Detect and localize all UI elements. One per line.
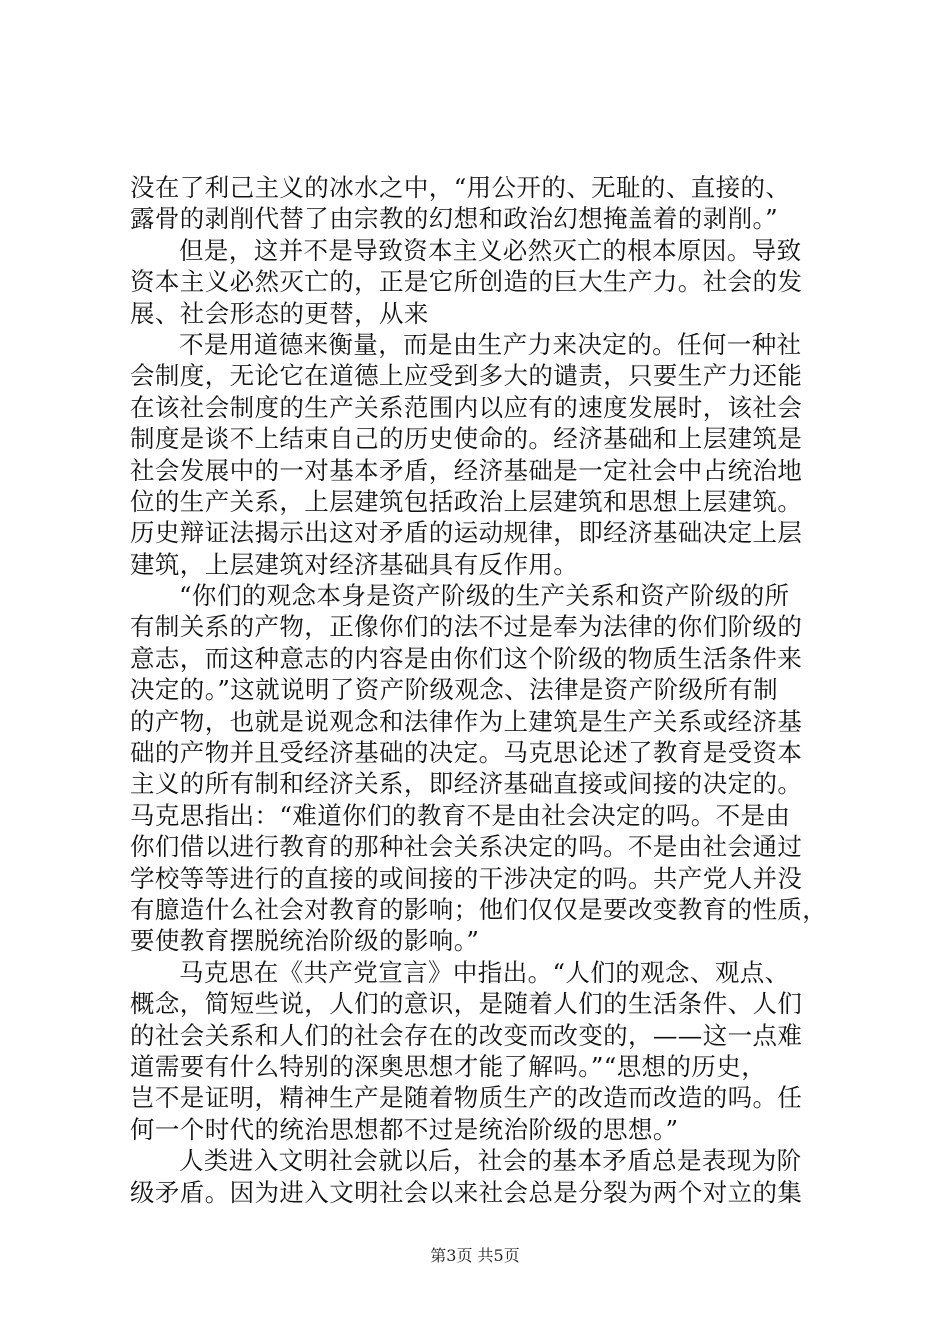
- text-line: 不是用道德来衡量，而是由生产力来决定的。任何一种社: [179, 329, 802, 359]
- text-line: 人类进入文明社会就以后，社会的基本矛盾总是表现为阶: [179, 1146, 802, 1176]
- text-line: 决定的。”这就说明了资产阶级观念、法律是资产阶级所有制: [130, 675, 779, 705]
- text-line: 没在了利己主义的冰水之中，“用公开的、无耻的、直接的、: [130, 173, 791, 202]
- text-line: 概念，简短些说，人们的意识，是随着人们的生活条件、人们: [130, 989, 803, 1019]
- text-line: 会制度，无论它在道德上应受到多大的谴责，只要生产力还能: [130, 361, 803, 391]
- body-text: [130, 172, 830, 1208]
- text-line: 但是，这并不是导致资本主义必然灭亡的根本原因。导致: [179, 235, 802, 265]
- text-line: 主义的所有制和经济关系，即经济基础直接或间接的决定的。: [130, 769, 803, 799]
- text-line: 的社会关系和人们的社会存在的改变而改变的，——这一点难: [130, 1020, 803, 1050]
- text-line: 有制关系的产物，正像你们的法不过是奉为法律的你们阶级的: [130, 612, 803, 642]
- text-line: 马克思在《共产党宣言》中指出。“人们的观念、观点、: [179, 957, 790, 987]
- text-line: 在该社会制度的生产关系范围内以应有的速度发展时，该社会: [130, 392, 803, 422]
- text-line: 资本主义必然灭亡的，正是它所创造的巨大生产力。社会的发: [130, 267, 803, 297]
- text-line: 道需要有什么特别的深奥思想才能了解吗。”“思想的历史，: [130, 1051, 767, 1081]
- text-line: 展、社会形态的更替，从来: [130, 298, 429, 328]
- page-footer: 第3页 共5页: [430, 1246, 520, 1265]
- text-line: “你们的观念本身是资产阶级的生产关系和资产阶级的所: [179, 581, 790, 611]
- text-line: 位的生产关系，上层建筑包括政治上层建筑和思想上层建筑。: [130, 486, 803, 516]
- text-line: 岂不是证明，精神生产是随着物质生产的改造而改造的吗。任: [130, 1083, 803, 1113]
- text-line: 社会发展中的一对基本矛盾，经济基础是一定社会中占统治地: [130, 455, 803, 485]
- text-line: 的产物，也就是说观念和法律作为上建筑是生产关系或经济基: [130, 706, 803, 736]
- text-line: 历史辩证法揭示出这对矛盾的运动规律，即经济基础决定上层: [130, 518, 803, 548]
- text-line: 马克思指出：“难道你们的教育不是由社会决定的吗。不是由: [130, 800, 791, 830]
- text-line: 础的产物并且受经济基础的决定。马克思论述了教育是受资本: [130, 738, 803, 768]
- text-line: 级矛盾。因为进入文明社会以来社会总是分裂为两个对立的集: [130, 1177, 803, 1207]
- text-line: 何一个时代的统治思想都不过是统治阶级的思想。”: [130, 1114, 679, 1144]
- text-line: 制度是谈不上结束自己的历史使命的。经济基础和上层建筑是: [130, 424, 803, 454]
- text-line: 有臆造什么社会对教育的影响；他们仅仅是要改变教育的性质，: [130, 894, 828, 924]
- text-line: 意志，而这种意志的内容是由你们这个阶级的物质生活条件来: [130, 643, 803, 673]
- text-line: 你们借以进行教育的那种社会关系决定的吗。不是由社会通过: [130, 832, 803, 862]
- text-line: 学校等等进行的直接的或间接的干涉决定的吗。共产党人并没: [130, 863, 803, 893]
- text-line: 要使教育摆脱统治阶级的影响。”: [130, 926, 480, 956]
- text-line: 建筑，上层建筑对经济基础具有反作用。: [130, 549, 579, 579]
- text-line: 露骨的剥削代替了由宗教的幻想和政治幻想掩盖着的剥削。”: [130, 204, 779, 234]
